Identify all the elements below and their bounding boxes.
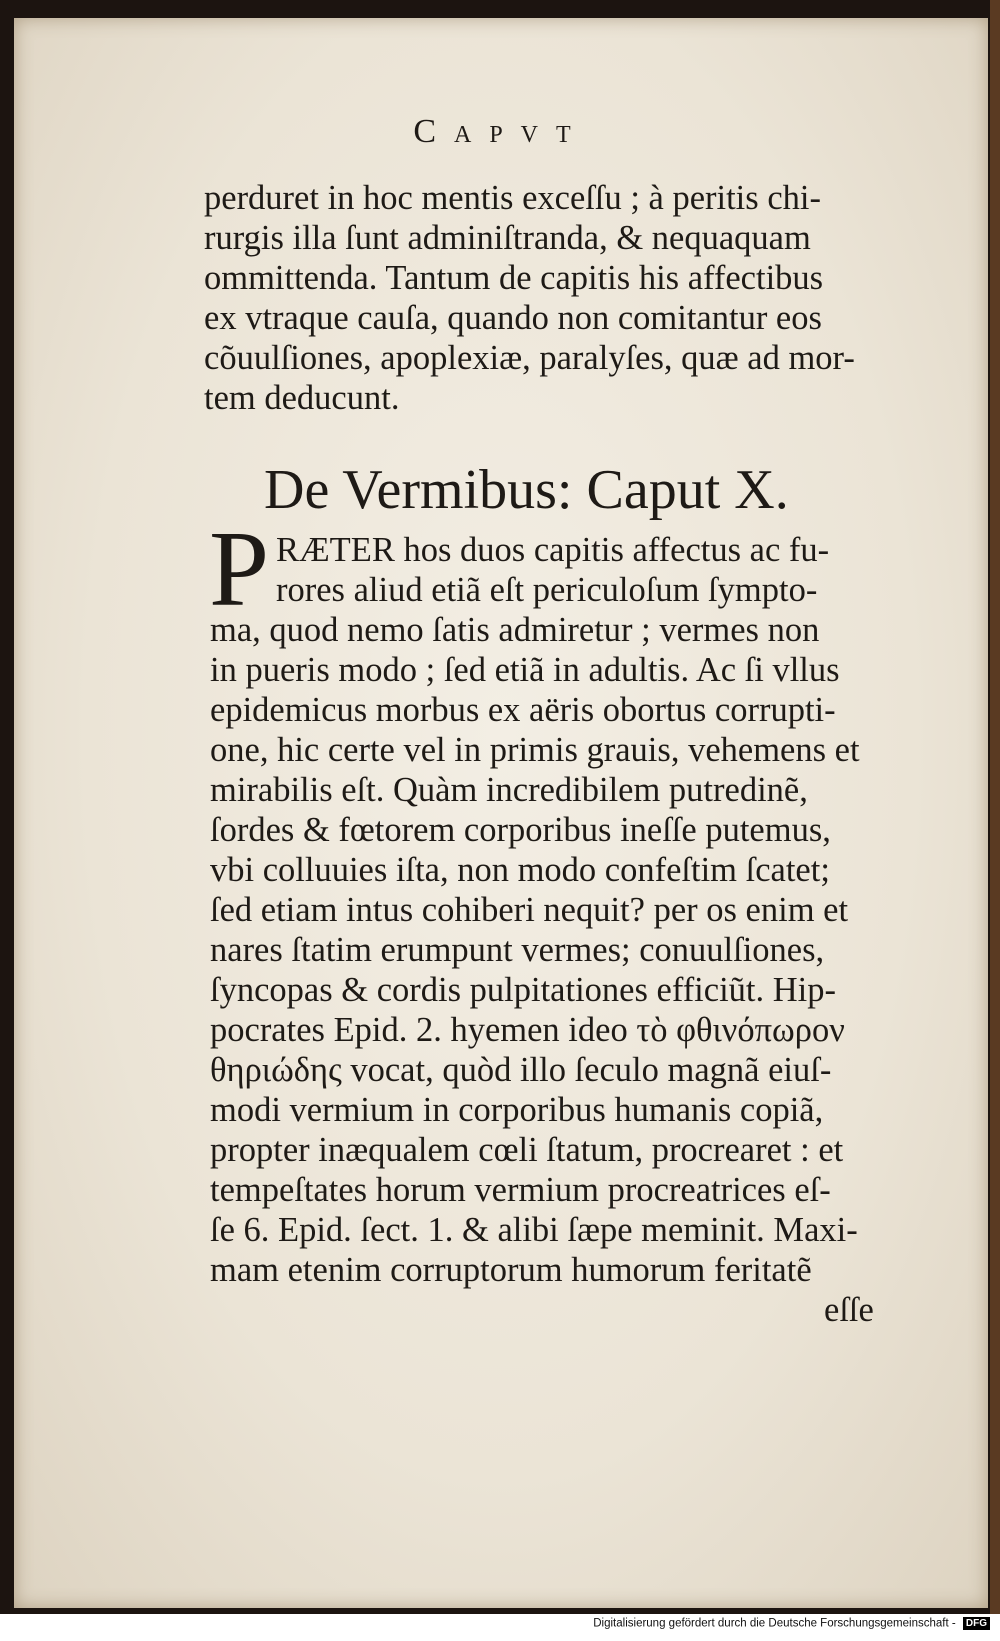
book-page: [14, 18, 988, 1608]
text-line: mirabilis eſt. Quàm incredibilem putredinẽ,: [210, 771, 808, 809]
text-line: RÆTER hos duos capitis affectus ac fu-: [276, 531, 830, 569]
text-line: ommittenda. Tantum de capitis his affectibus: [204, 259, 824, 297]
text-line: perduret in hoc mentis exceſſu ; à peritis chi-: [204, 179, 821, 217]
text-line: in pueris modo ; ſed etiã in adultis. Ac ſi vllus: [210, 651, 840, 689]
digitization-credit: [0, 1617, 990, 1630]
chapter-heading: De Vermibus: Caput X.: [264, 459, 789, 521]
text-line: propter inæqualem cœli ſtatum, procrearet : et: [210, 1131, 844, 1169]
catchword: eſſe: [824, 1291, 874, 1329]
text-line: tem deducunt.: [204, 379, 400, 417]
text-line: ſe 6. Epid. ſect. 1. & alibi ſæpe meminit. Maxi-: [210, 1211, 858, 1249]
text-line: pocrates Epid. 2. hyemen ideo τὸ φθινόπωρον: [210, 1011, 845, 1049]
text-line: cõuulſiones, apoplexiæ, paralyſes, quæ ad mor-: [204, 339, 855, 377]
text-line: ſordes & fœtorem corporibus ineſſe putemus,: [210, 811, 831, 849]
dfg-logo-icon: DFG: [963, 1617, 990, 1630]
drop-cap: P: [209, 510, 270, 629]
text-line: ſed etiam intus cohiberi nequit? per os enim et: [210, 891, 849, 929]
text-line: epidemicus morbus ex aëris obortus corrupti-: [210, 691, 836, 729]
text-line: rores aliud etiã eſt periculoſum ſympto-: [276, 571, 818, 609]
text-line: θηριώδης vocat, quòd illo ſeculo magnã eiuſ-: [210, 1051, 832, 1089]
text-line: modi vermium in corporibus humanis copiã,: [210, 1091, 824, 1129]
text-line: one, hic certe vel in primis grauis, vehemens et: [210, 731, 860, 769]
text-line: mam etenim corruptorum humorum feritatẽ: [210, 1251, 812, 1289]
book-spine-edge: [990, 0, 1000, 1614]
running-head: Capvt: [413, 113, 589, 150]
text-line: vbi colluuies iſta, non modo confeſtim ſcatet;: [210, 851, 830, 889]
text-line: nares ſtatim erumpunt vermes; conuulſiones,: [210, 931, 825, 969]
text-line: ex vtraque cauſa, quando non comitantur eos: [204, 299, 822, 337]
credit-text: Digitalisierung gefördert durch die Deutsche Forschungsgemeinschaft -: [593, 1617, 956, 1630]
text-line: rurgis illa ſunt adminiſtranda, & nequaquam: [204, 219, 811, 257]
text-line: ma, quod nemo ſatis admiretur ; vermes non: [210, 611, 820, 649]
text-line: ſyncopas & cordis pulpitationes efficiũt. Hip-: [210, 971, 836, 1009]
text-line: tempeſtates horum vermium procreatrices eſ-: [210, 1171, 831, 1209]
